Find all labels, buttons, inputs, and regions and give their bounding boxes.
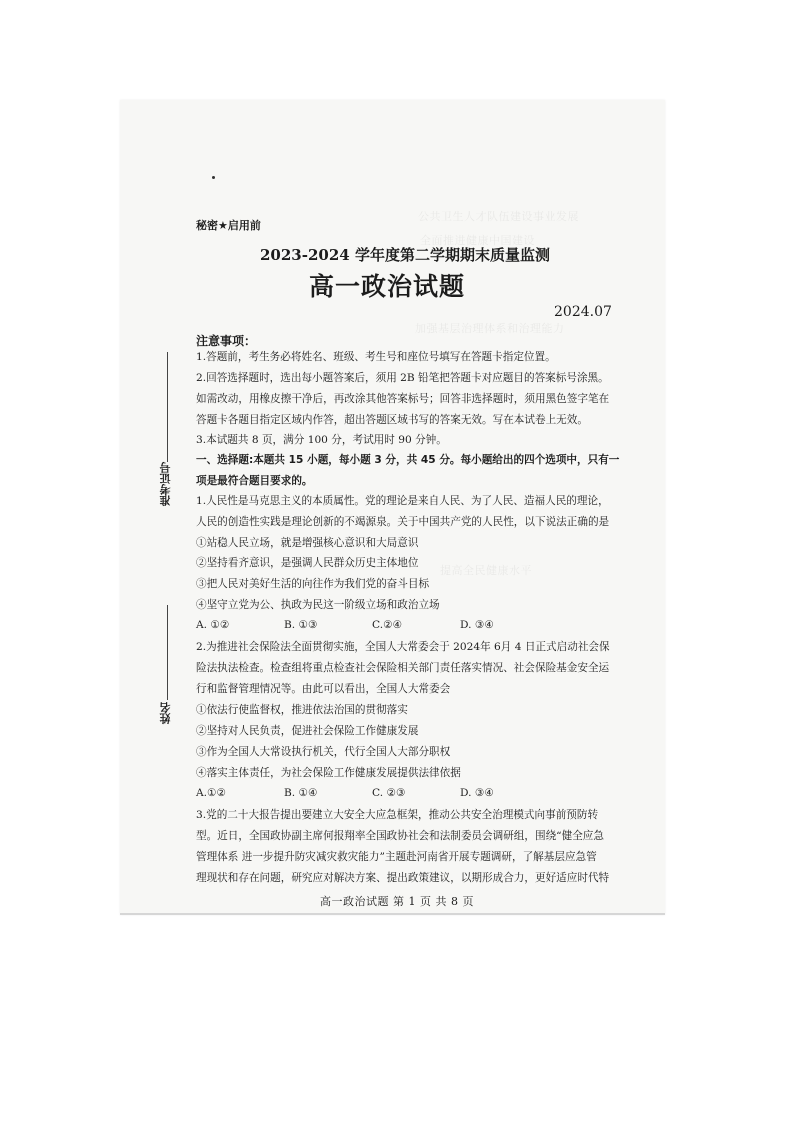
q2-option-a: A.①②	[196, 787, 227, 799]
q3-stem: 型。近日，全国政协副主席何报翔率全国政协社会和法制委员会调研组，围绕“健全应急	[196, 830, 604, 842]
q2-option-d: D. ③④	[460, 787, 494, 799]
q1-item: ②坚持看齐意识，是强调人民群众历史主体地位	[196, 557, 419, 569]
bleed-through-text: 提高全民健康水平	[440, 564, 532, 577]
page-edge-shadow	[120, 913, 665, 915]
q3-stem: 理现状和存在问题，研究应对解决方案、提出政策建议，以期形成合力，更好适应时代特	[196, 872, 610, 884]
notes-title: 注意事项：	[196, 334, 257, 348]
exam-id-write-line	[167, 352, 168, 462]
bleed-through-text: 加强基层治理体系和治理能力	[415, 322, 565, 335]
q1-option-b: B. ①③	[284, 619, 318, 631]
note-line: 3.本试题共 8 页，满分 100 分，考试用时 90 分钟。	[196, 434, 447, 446]
q1-item: ④坚守立党为公、执政为民这一阶级立场和政治立场	[196, 599, 440, 611]
q2-stem: 行和监督管理情况等。由此可以看出，全国人大常委会	[196, 683, 451, 695]
q3-stem: 管理体系 进一步提升防灾减灾救灾能力”主题赴河南省开展专题调研，了解基层应急管	[196, 851, 597, 863]
note-line: 答题卡各题目指定区域内作答，超出答题区域书写的答案无效。写在本试卷上无效。	[196, 414, 588, 426]
q1-option-a: A. ①②	[196, 619, 230, 631]
note-line: 1.答题前，考生务必将姓名、班级、考生号和座位号填写在答题卡指定位置。	[196, 351, 556, 363]
q2-item: ②坚持对人民负责，促进社会保险工作健康发展	[196, 725, 419, 737]
exam-title: 2023-2024 学年度第二学期期末质量监测	[260, 246, 550, 264]
section-heading-cont: 项是最符合题目要求的。	[196, 475, 313, 487]
section-heading: 一、选择题:本题共 15 小题，每小题 3 分，共 45 分。每小题给出的四个选项中，只有一	[196, 454, 620, 466]
q2-item: ①依法行使监督权，推进依法治国的贯彻落实	[196, 704, 408, 716]
confidential-mark: 秘密★启用前	[196, 219, 261, 232]
q2-options	[196, 787, 548, 799]
q1-stem: 1.人民性是马克思主义的本质属性。党的理论是来自人民、为了人民、造福人民的理论，	[196, 495, 609, 507]
q1-item: ③把人民对美好生活的向往作为我们党的奋斗目标	[196, 578, 430, 590]
exam-date: 2024.07	[554, 304, 612, 320]
q2-stem: 2.为推进社会保险法全面贯彻实施，全国人大常委会于 2024年 6月 4 日正式启动社会保	[196, 641, 610, 653]
exam-id-label: 准考证号	[159, 462, 172, 506]
subject-title: 高一政治试题	[309, 272, 466, 301]
name-write-line	[167, 605, 168, 700]
q2-option-c: C. ②③	[372, 787, 406, 799]
q1-option-c: C.②④	[372, 619, 403, 631]
q2-option-b: B. ①④	[284, 787, 318, 799]
scan-speck	[212, 176, 215, 179]
q1-options	[196, 619, 548, 631]
q2-item: ③作为全国人大常设执行机关，代行全国人大部分职权	[196, 746, 451, 758]
q1-item: ①站稳人民立场，就是增强核心意识和大局意识	[196, 537, 419, 549]
q2-item: ④落实主体责任，为社会保险工作健康发展提供法律依据	[196, 767, 461, 779]
bleed-through-text: 公共卫生人才队伍建设事业发展	[418, 210, 579, 223]
q3-stem: 3.党的二十大报告提出要建立大安全大应急框架，推动公共安全治理模式向事前预防转	[196, 809, 599, 821]
bleed-through-text: 全面推进健康中国建设	[420, 234, 535, 247]
name-label: 姓名	[159, 702, 172, 724]
q2-stem: 险法执法检查。检查组将重点检查社会保险相关部门责任落实情况、社会保险基金安全运	[196, 662, 610, 674]
q1-stem: 人民的创造性实践是理论创新的不竭源泉。关于中国共产党的人民性，以下说法正确的是	[196, 516, 610, 528]
page-footer: 高一政治试题 第 1 页 共 8 页	[320, 895, 474, 908]
q1-option-d: D. ③④	[460, 619, 494, 631]
note-line: 2.回答选择题时，选出每小题答案后，须用 2B 铅笔把答题卡对应题目的答案标号涂黑。	[196, 372, 609, 384]
note-line: 如需改动，用橡皮擦干净后，再改涂其他答案标号；回答非选择题时，须用黑色签字笔在	[196, 393, 610, 405]
